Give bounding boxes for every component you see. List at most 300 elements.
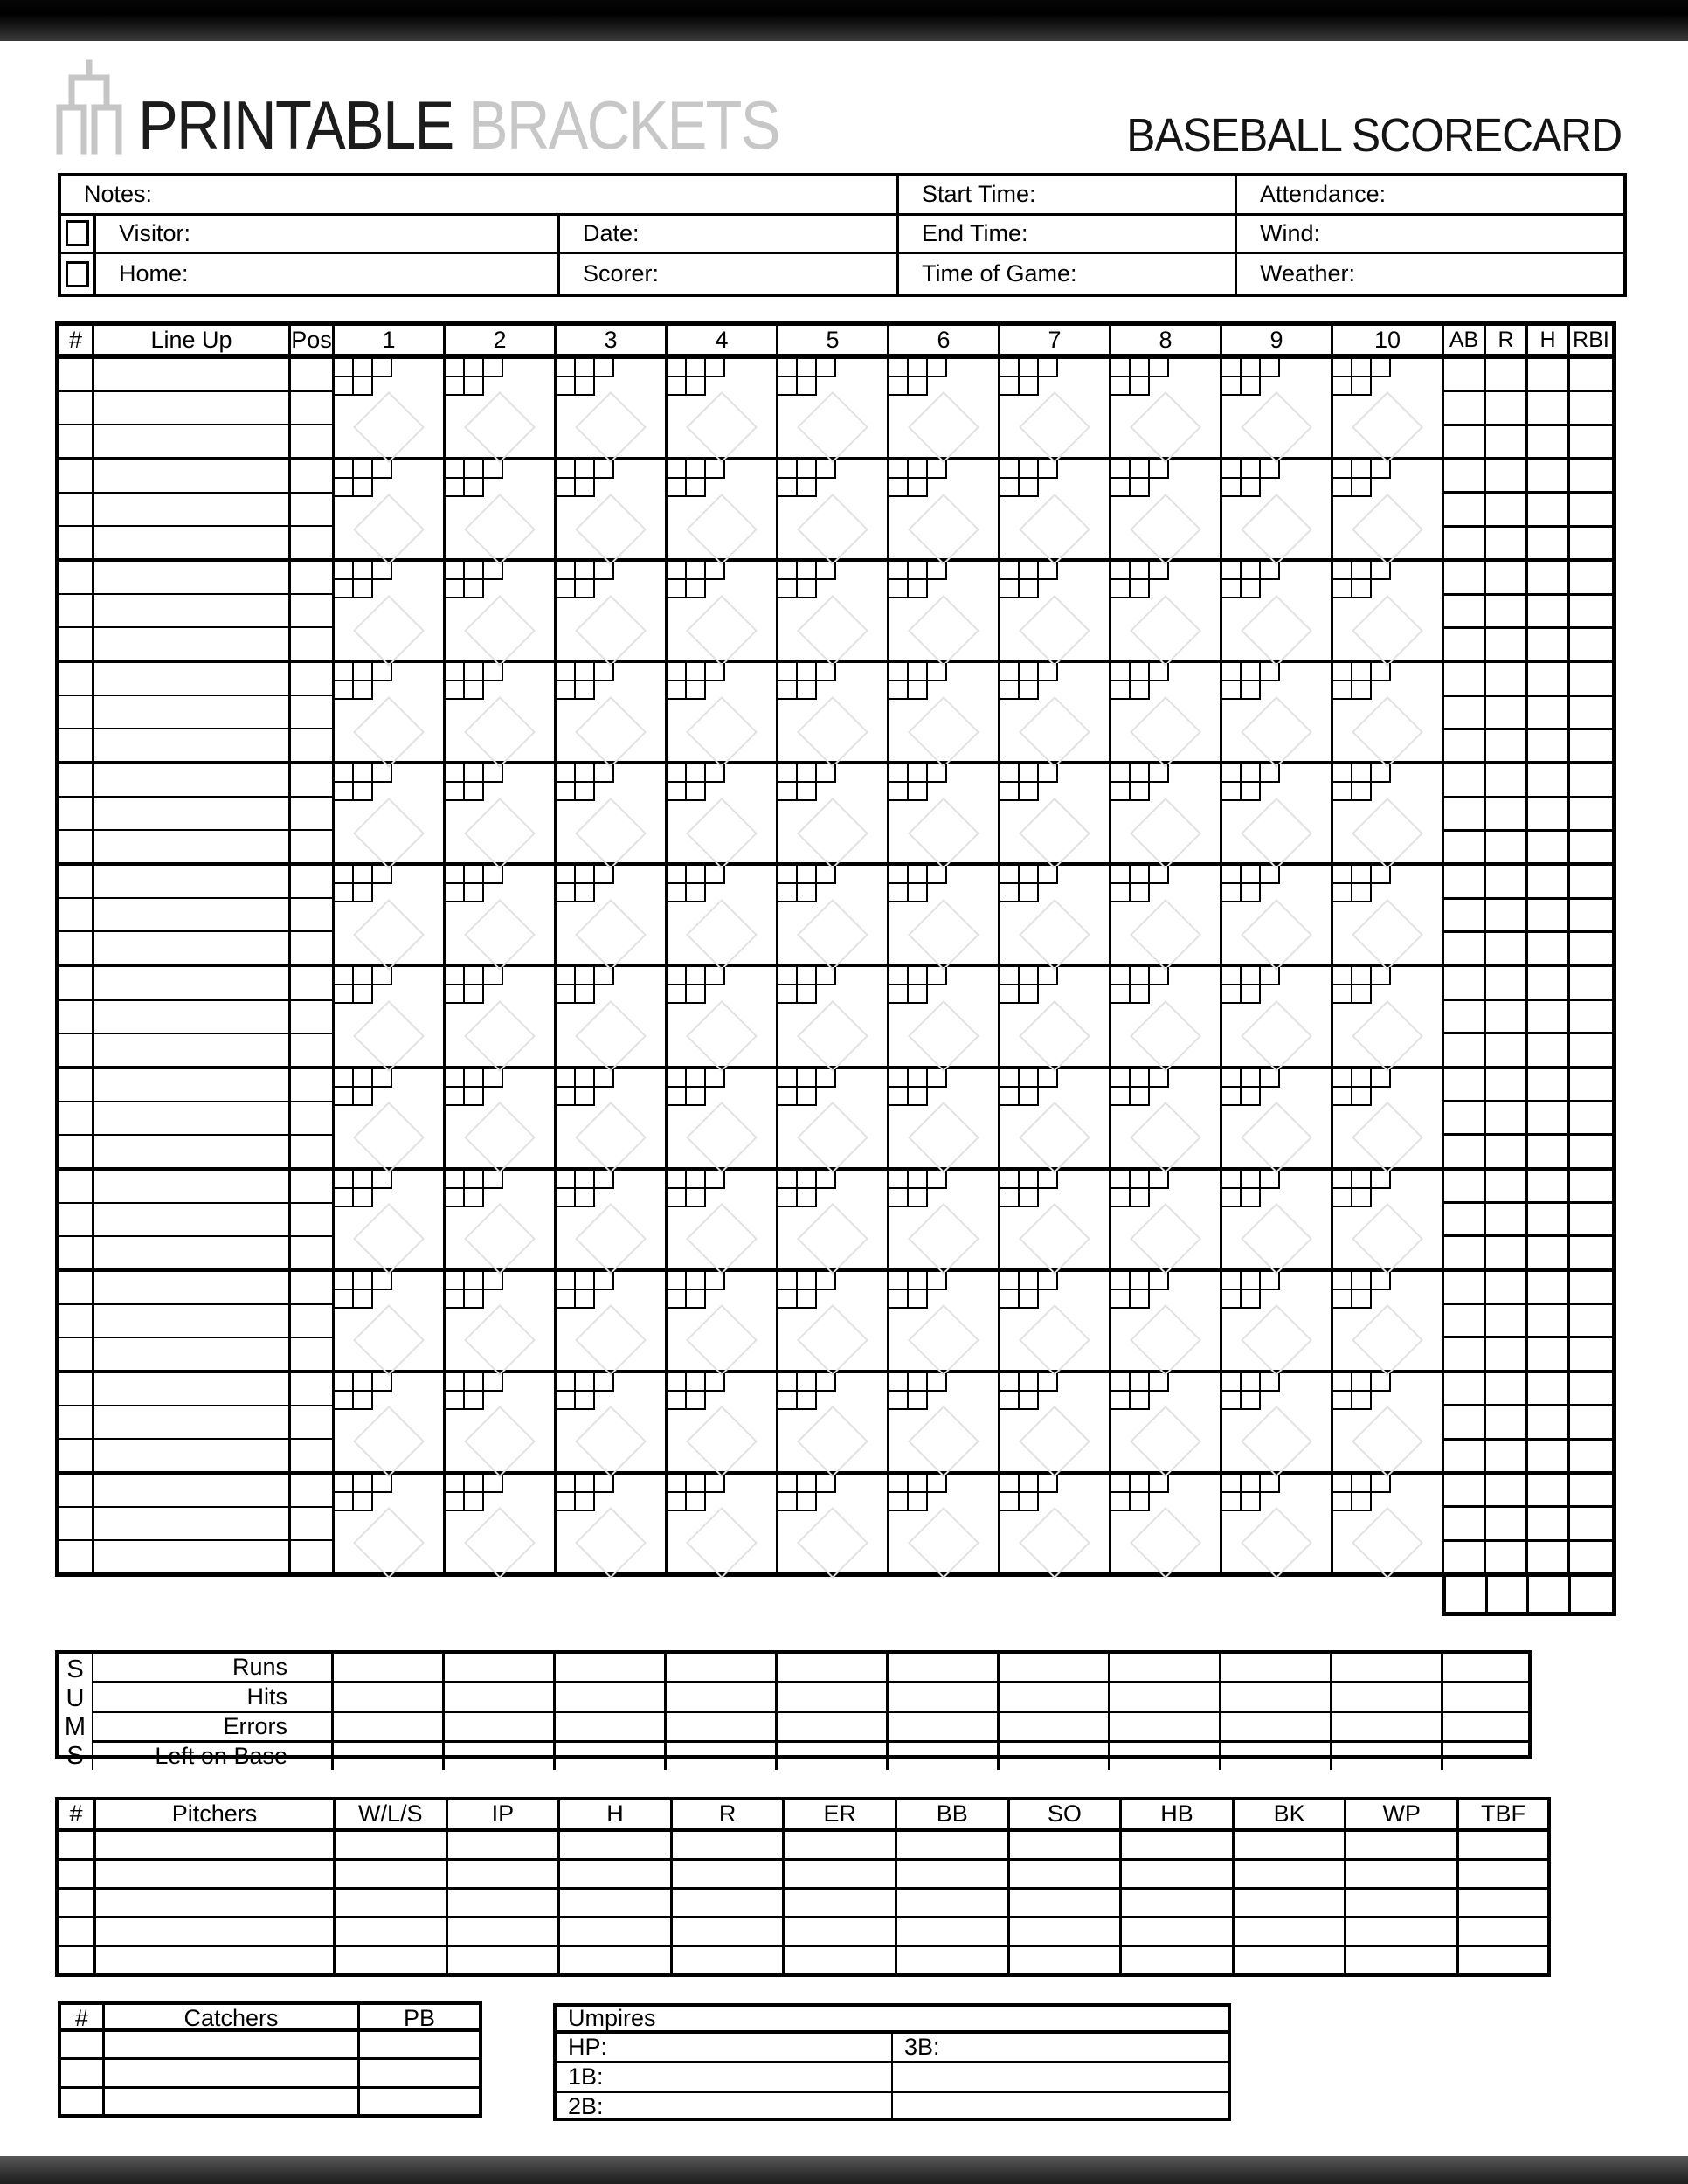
stat-cell-ab[interactable] xyxy=(1444,866,1486,964)
pitch-count-box[interactable] xyxy=(778,866,836,902)
lineup-cell[interactable] xyxy=(94,359,291,457)
inning-cell[interactable] xyxy=(1000,359,1111,457)
subrow-slot[interactable] xyxy=(291,424,332,457)
stat-slot[interactable] xyxy=(1486,424,1525,457)
count-square[interactable] xyxy=(798,359,817,377)
sums-value-cell[interactable] xyxy=(1443,1654,1528,1681)
inning-cell[interactable] xyxy=(446,562,557,660)
count-square[interactable] xyxy=(1150,1069,1169,1088)
subrow-slot[interactable] xyxy=(94,1405,288,1438)
count-square[interactable] xyxy=(798,866,817,884)
count-square[interactable] xyxy=(1333,884,1352,902)
count-square[interactable] xyxy=(354,479,373,497)
count-square[interactable] xyxy=(354,884,373,902)
count-square[interactable] xyxy=(335,866,354,884)
pitch-count-box[interactable] xyxy=(1333,1373,1391,1410)
count-square[interactable] xyxy=(446,359,465,377)
pitcher-cell-r[interactable] xyxy=(673,1832,785,1858)
subrow-slot[interactable] xyxy=(94,1438,288,1471)
subrow-slot[interactable] xyxy=(59,1405,92,1438)
inning-cell[interactable] xyxy=(889,1171,1000,1268)
count-square[interactable] xyxy=(687,1373,706,1392)
stat-cell-r[interactable] xyxy=(1486,967,1528,1065)
sums-value-cell[interactable] xyxy=(889,1740,1000,1770)
position-cell[interactable] xyxy=(291,1069,335,1167)
lineup-cell[interactable] xyxy=(94,1272,291,1370)
pitch-count-box[interactable] xyxy=(778,460,836,497)
sums-value-cell[interactable] xyxy=(1332,1681,1443,1711)
pitch-count-box[interactable] xyxy=(889,1069,947,1106)
count-square[interactable] xyxy=(778,985,798,1004)
count-square[interactable] xyxy=(1000,1392,1020,1410)
count-square[interactable] xyxy=(1352,1069,1372,1088)
stat-slot[interactable] xyxy=(1570,525,1612,558)
count-square[interactable] xyxy=(557,884,576,902)
player-number-cell[interactable] xyxy=(59,1069,94,1167)
count-square[interactable] xyxy=(1039,764,1058,783)
inning-cell[interactable] xyxy=(557,359,668,457)
count-square[interactable] xyxy=(1352,1088,1372,1106)
count-square[interactable] xyxy=(1111,1290,1131,1309)
count-square[interactable] xyxy=(1000,663,1020,681)
stat-slot[interactable] xyxy=(1444,1336,1484,1369)
count-square[interactable] xyxy=(1131,359,1150,377)
pitch-count-box[interactable] xyxy=(1111,866,1169,902)
count-square[interactable] xyxy=(484,1475,503,1493)
count-square[interactable] xyxy=(1352,359,1372,377)
pitcher-cell-bb[interactable] xyxy=(897,1890,1010,1916)
count-square[interactable] xyxy=(1222,764,1242,783)
subrow-slot[interactable] xyxy=(94,1272,288,1303)
sums-value-cell[interactable] xyxy=(556,1711,667,1740)
count-square[interactable] xyxy=(446,580,465,598)
stat-slot[interactable] xyxy=(1486,1404,1525,1437)
subrow-slot[interactable] xyxy=(94,562,288,593)
pitch-count-box[interactable] xyxy=(1000,359,1058,396)
player-number-cell[interactable] xyxy=(59,1272,94,1370)
pitcher-cell-h[interactable] xyxy=(560,1861,673,1887)
count-square[interactable] xyxy=(465,377,484,396)
count-square[interactable] xyxy=(1000,1189,1020,1207)
count-square[interactable] xyxy=(1020,884,1039,902)
inning-cell[interactable] xyxy=(889,359,1000,457)
count-square[interactable] xyxy=(446,1272,465,1290)
pitcher-cell-bk[interactable] xyxy=(1235,1861,1347,1887)
count-square[interactable] xyxy=(354,967,373,985)
count-square[interactable] xyxy=(465,562,484,580)
inning-cell[interactable] xyxy=(1222,663,1333,761)
inning-cell[interactable] xyxy=(1333,460,1444,558)
inning-cell[interactable] xyxy=(889,764,1000,862)
count-square[interactable] xyxy=(1000,1069,1020,1088)
count-square[interactable] xyxy=(1352,1493,1372,1511)
pitch-count-box[interactable] xyxy=(1222,460,1280,497)
count-square[interactable] xyxy=(817,967,836,985)
visitor-field[interactable] xyxy=(96,216,560,255)
count-square[interactable] xyxy=(335,377,354,396)
count-square[interactable] xyxy=(557,985,576,1004)
stat-slot[interactable] xyxy=(1444,491,1484,524)
stat-cell-h[interactable] xyxy=(1528,1171,1570,1268)
stat-cell-r[interactable] xyxy=(1486,1069,1528,1167)
stat-slot[interactable] xyxy=(1486,930,1525,964)
pitcher-cell-hb[interactable] xyxy=(1122,1918,1235,1945)
pitcher-cell-ip[interactable] xyxy=(448,1832,561,1858)
stat-cell-ab[interactable] xyxy=(1444,1171,1486,1268)
subrow-slot[interactable] xyxy=(291,390,332,424)
stat-slot[interactable] xyxy=(1570,1069,1612,1100)
count-square[interactable] xyxy=(595,967,614,985)
count-square[interactable] xyxy=(889,1171,909,1189)
pitcher-cell-bb[interactable] xyxy=(897,1832,1010,1858)
stat-slot[interactable] xyxy=(1486,1539,1525,1572)
count-square[interactable] xyxy=(1352,764,1372,783)
pitch-count-box[interactable] xyxy=(1333,1171,1391,1207)
count-square[interactable] xyxy=(1242,1272,1261,1290)
subrow-slot[interactable] xyxy=(94,728,288,761)
pitcher-cell-er[interactable] xyxy=(785,1918,897,1945)
stat-slot[interactable] xyxy=(1444,764,1484,795)
subrow-slot[interactable] xyxy=(59,1033,92,1066)
count-square[interactable] xyxy=(687,884,706,902)
subrow-slot[interactable] xyxy=(59,866,92,897)
count-square[interactable] xyxy=(687,460,706,479)
sums-value-cell[interactable] xyxy=(1000,1681,1110,1711)
count-square[interactable] xyxy=(576,985,595,1004)
subrow-slot[interactable] xyxy=(94,1171,288,1202)
pitcher-cell-[interactable] xyxy=(59,1947,96,1973)
catcher-cell-pb[interactable] xyxy=(360,2089,479,2114)
subrow-slot[interactable] xyxy=(291,930,332,964)
count-square[interactable] xyxy=(1352,1272,1372,1290)
count-square[interactable] xyxy=(1242,580,1261,598)
pitch-count-box[interactable] xyxy=(889,866,947,902)
pitch-count-box[interactable] xyxy=(446,1475,503,1511)
count-square[interactable] xyxy=(687,1171,706,1189)
pitch-count-box[interactable] xyxy=(778,1272,836,1309)
count-square[interactable] xyxy=(889,479,909,497)
stat-slot[interactable] xyxy=(1486,1100,1525,1133)
count-square[interactable] xyxy=(1111,1088,1131,1106)
count-square[interactable] xyxy=(1000,764,1020,783)
subrow-slot[interactable] xyxy=(291,1506,332,1539)
inning-cell[interactable] xyxy=(668,562,778,660)
pitcher-cell-wls[interactable] xyxy=(336,1947,448,1973)
subrow-slot[interactable] xyxy=(94,1506,288,1539)
sums-value-cell[interactable] xyxy=(1332,1654,1443,1681)
count-square[interactable] xyxy=(1150,764,1169,783)
count-square[interactable] xyxy=(928,1373,947,1392)
count-square[interactable] xyxy=(354,866,373,884)
count-square[interactable] xyxy=(889,580,909,598)
count-square[interactable] xyxy=(335,479,354,497)
sums-value-cell[interactable] xyxy=(667,1711,778,1740)
sums-value-cell[interactable] xyxy=(1443,1681,1528,1711)
pitch-count-box[interactable] xyxy=(335,1171,392,1207)
end-time-field[interactable] xyxy=(899,216,1237,255)
stat-slot[interactable] xyxy=(1444,390,1484,423)
stat-slot[interactable] xyxy=(1528,1171,1567,1201)
inning-cell[interactable] xyxy=(778,1069,889,1167)
count-square[interactable] xyxy=(909,663,928,681)
sums-value-cell[interactable] xyxy=(1221,1681,1332,1711)
count-square[interactable] xyxy=(1222,1373,1242,1392)
stat-cell-ab[interactable] xyxy=(1444,359,1486,457)
inning-cell[interactable] xyxy=(668,663,778,761)
count-square[interactable] xyxy=(1111,985,1131,1004)
subrow-slot[interactable] xyxy=(94,1303,288,1337)
pitch-count-box[interactable] xyxy=(1222,1475,1280,1511)
inning-cell[interactable] xyxy=(889,1069,1000,1167)
count-square[interactable] xyxy=(335,1171,354,1189)
pitcher-cell-er[interactable] xyxy=(785,1947,897,1973)
stat-cell-rbi[interactable] xyxy=(1570,1272,1612,1370)
pitcher-cell-ip[interactable] xyxy=(448,1890,561,1916)
count-square[interactable] xyxy=(817,866,836,884)
pitch-count-box[interactable] xyxy=(335,460,392,497)
stat-slot[interactable] xyxy=(1486,663,1525,694)
count-square[interactable] xyxy=(1242,866,1261,884)
count-square[interactable] xyxy=(354,663,373,681)
subrow-slot[interactable] xyxy=(59,562,92,593)
count-square[interactable] xyxy=(576,377,595,396)
count-square[interactable] xyxy=(889,1373,909,1392)
count-square[interactable] xyxy=(354,1272,373,1290)
count-square[interactable] xyxy=(576,783,595,801)
count-square[interactable] xyxy=(1000,1373,1020,1392)
stat-slot[interactable] xyxy=(1528,1201,1567,1234)
count-square[interactable] xyxy=(1242,377,1261,396)
subrow-slot[interactable] xyxy=(59,1303,92,1337)
pitch-count-box[interactable] xyxy=(778,1373,836,1410)
inning-cell[interactable] xyxy=(1222,1171,1333,1268)
count-square[interactable] xyxy=(798,1493,817,1511)
stat-slot[interactable] xyxy=(1528,796,1567,829)
count-square[interactable] xyxy=(706,1171,725,1189)
count-square[interactable] xyxy=(928,562,947,580)
inning-cell[interactable] xyxy=(1333,1069,1444,1167)
sums-value-cell[interactable] xyxy=(778,1681,889,1711)
count-square[interactable] xyxy=(373,663,392,681)
stat-cell-rbi[interactable] xyxy=(1570,663,1612,761)
count-square[interactable] xyxy=(1242,1373,1261,1392)
stat-slot[interactable] xyxy=(1444,866,1484,896)
subrow-slot[interactable] xyxy=(59,593,92,626)
inning-cell[interactable] xyxy=(1333,663,1444,761)
pitch-count-box[interactable] xyxy=(889,1272,947,1309)
position-cell[interactable] xyxy=(291,866,335,964)
count-square[interactable] xyxy=(576,1392,595,1410)
count-square[interactable] xyxy=(576,1171,595,1189)
count-square[interactable] xyxy=(668,663,687,681)
count-square[interactable] xyxy=(687,1392,706,1410)
count-square[interactable] xyxy=(1000,1493,1020,1511)
stat-slot[interactable] xyxy=(1444,695,1484,728)
stat-slot[interactable] xyxy=(1528,897,1567,930)
count-square[interactable] xyxy=(668,1373,687,1392)
count-square[interactable] xyxy=(1333,1373,1352,1392)
count-square[interactable] xyxy=(373,866,392,884)
stat-total-cell-r[interactable] xyxy=(1488,1572,1530,1612)
player-number-cell[interactable] xyxy=(59,866,94,964)
count-square[interactable] xyxy=(1000,479,1020,497)
stat-slot[interactable] xyxy=(1528,593,1567,626)
count-square[interactable] xyxy=(1333,1171,1352,1189)
count-square[interactable] xyxy=(1131,1392,1150,1410)
inning-cell[interactable] xyxy=(1222,764,1333,862)
count-square[interactable] xyxy=(557,1069,576,1088)
count-square[interactable] xyxy=(1242,663,1261,681)
count-square[interactable] xyxy=(668,377,687,396)
count-square[interactable] xyxy=(687,479,706,497)
pitcher-cell-bb[interactable] xyxy=(897,1918,1010,1945)
player-number-cell[interactable] xyxy=(59,460,94,558)
count-square[interactable] xyxy=(687,1088,706,1106)
count-square[interactable] xyxy=(909,562,928,580)
count-square[interactable] xyxy=(706,359,725,377)
count-square[interactable] xyxy=(1020,1171,1039,1189)
pitcher-cell-wp[interactable] xyxy=(1346,1947,1459,1973)
count-square[interactable] xyxy=(1131,985,1150,1004)
inning-cell[interactable] xyxy=(446,1272,557,1370)
count-square[interactable] xyxy=(1000,985,1020,1004)
count-square[interactable] xyxy=(778,783,798,801)
player-number-cell[interactable] xyxy=(59,764,94,862)
subrow-slot[interactable] xyxy=(59,663,92,695)
count-square[interactable] xyxy=(798,1290,817,1309)
pitch-count-box[interactable] xyxy=(335,562,392,598)
subrow-slot[interactable] xyxy=(291,728,332,761)
count-square[interactable] xyxy=(1000,1088,1020,1106)
count-square[interactable] xyxy=(889,1392,909,1410)
subrow-slot[interactable] xyxy=(59,1171,92,1202)
catcher-cell-catchers[interactable] xyxy=(105,2060,360,2085)
stat-slot[interactable] xyxy=(1528,1133,1567,1166)
pitch-count-box[interactable] xyxy=(778,1171,836,1207)
count-square[interactable] xyxy=(687,663,706,681)
inning-cell[interactable] xyxy=(335,1373,446,1471)
count-square[interactable] xyxy=(354,1171,373,1189)
count-square[interactable] xyxy=(909,1392,928,1410)
subrow-slot[interactable] xyxy=(291,829,332,862)
subrow-slot[interactable] xyxy=(94,829,288,862)
count-square[interactable] xyxy=(446,663,465,681)
count-square[interactable] xyxy=(1111,1171,1131,1189)
count-square[interactable] xyxy=(1150,460,1169,479)
pitch-count-box[interactable] xyxy=(1222,866,1280,902)
count-square[interactable] xyxy=(557,562,576,580)
count-square[interactable] xyxy=(373,562,392,580)
stat-slot[interactable] xyxy=(1570,1539,1612,1572)
count-square[interactable] xyxy=(1150,1272,1169,1290)
stat-slot[interactable] xyxy=(1444,1303,1484,1336)
count-square[interactable] xyxy=(1222,460,1242,479)
count-square[interactable] xyxy=(1111,884,1131,902)
count-square[interactable] xyxy=(354,1069,373,1088)
stat-total-cell-rbi[interactable] xyxy=(1571,1572,1613,1612)
count-square[interactable] xyxy=(798,1171,817,1189)
stat-slot[interactable] xyxy=(1486,460,1525,491)
stat-slot[interactable] xyxy=(1528,967,1567,998)
count-square[interactable] xyxy=(909,681,928,700)
count-square[interactable] xyxy=(373,1069,392,1088)
stat-slot[interactable] xyxy=(1570,829,1612,862)
count-square[interactable] xyxy=(1261,359,1280,377)
subrow-slot[interactable] xyxy=(291,1101,332,1134)
count-square[interactable] xyxy=(889,1189,909,1207)
stat-slot[interactable] xyxy=(1528,359,1567,390)
count-square[interactable] xyxy=(1222,1088,1242,1106)
count-square[interactable] xyxy=(1261,764,1280,783)
lineup-cell[interactable] xyxy=(94,764,291,862)
count-square[interactable] xyxy=(817,1069,836,1088)
pitch-count-box[interactable] xyxy=(335,1069,392,1106)
sums-value-cell[interactable] xyxy=(556,1681,667,1711)
count-square[interactable] xyxy=(1222,1290,1242,1309)
stat-cell-rbi[interactable] xyxy=(1570,1171,1612,1268)
count-square[interactable] xyxy=(557,1189,576,1207)
count-square[interactable] xyxy=(1000,884,1020,902)
count-square[interactable] xyxy=(465,1290,484,1309)
pitch-count-box[interactable] xyxy=(1000,663,1058,700)
subrow-slot[interactable] xyxy=(59,728,92,761)
inning-cell[interactable] xyxy=(335,663,446,761)
count-square[interactable] xyxy=(576,580,595,598)
count-square[interactable] xyxy=(778,1069,798,1088)
count-square[interactable] xyxy=(798,985,817,1004)
count-square[interactable] xyxy=(687,1069,706,1088)
inning-cell[interactable] xyxy=(446,359,557,457)
sums-value-cell[interactable] xyxy=(445,1740,556,1770)
stat-cell-r[interactable] xyxy=(1486,764,1528,862)
count-square[interactable] xyxy=(706,562,725,580)
count-square[interactable] xyxy=(1150,1373,1169,1392)
count-square[interactable] xyxy=(1352,681,1372,700)
count-square[interactable] xyxy=(1242,884,1261,902)
count-square[interactable] xyxy=(928,1475,947,1493)
pitch-count-box[interactable] xyxy=(335,1475,392,1511)
count-square[interactable] xyxy=(557,359,576,377)
count-square[interactable] xyxy=(354,562,373,580)
umpire-hp-field[interactable] xyxy=(557,2034,893,2061)
pitch-count-box[interactable] xyxy=(889,1373,947,1410)
count-square[interactable] xyxy=(465,1392,484,1410)
pitch-count-box[interactable] xyxy=(1333,1069,1391,1106)
count-square[interactable] xyxy=(595,764,614,783)
count-square[interactable] xyxy=(576,884,595,902)
count-square[interactable] xyxy=(889,866,909,884)
count-square[interactable] xyxy=(446,764,465,783)
count-square[interactable] xyxy=(335,1189,354,1207)
subrow-slot[interactable] xyxy=(59,1337,92,1370)
attendance-field[interactable] xyxy=(1237,176,1623,216)
pitch-count-box[interactable] xyxy=(889,764,947,801)
pitch-count-box[interactable] xyxy=(1333,663,1391,700)
count-square[interactable] xyxy=(909,783,928,801)
count-square[interactable] xyxy=(335,1290,354,1309)
inning-cell[interactable] xyxy=(1111,663,1222,761)
stat-slot[interactable] xyxy=(1444,1404,1484,1437)
sums-value-cell[interactable] xyxy=(334,1711,445,1740)
stat-cell-ab[interactable] xyxy=(1444,1475,1486,1572)
stat-slot[interactable] xyxy=(1570,728,1612,761)
inning-cell[interactable] xyxy=(668,1069,778,1167)
subrow-slot[interactable] xyxy=(94,1539,288,1572)
stat-slot[interactable] xyxy=(1570,1505,1612,1538)
sums-value-cell[interactable] xyxy=(334,1740,445,1770)
notes-field[interactable] xyxy=(61,176,899,216)
count-square[interactable] xyxy=(1242,1069,1261,1088)
